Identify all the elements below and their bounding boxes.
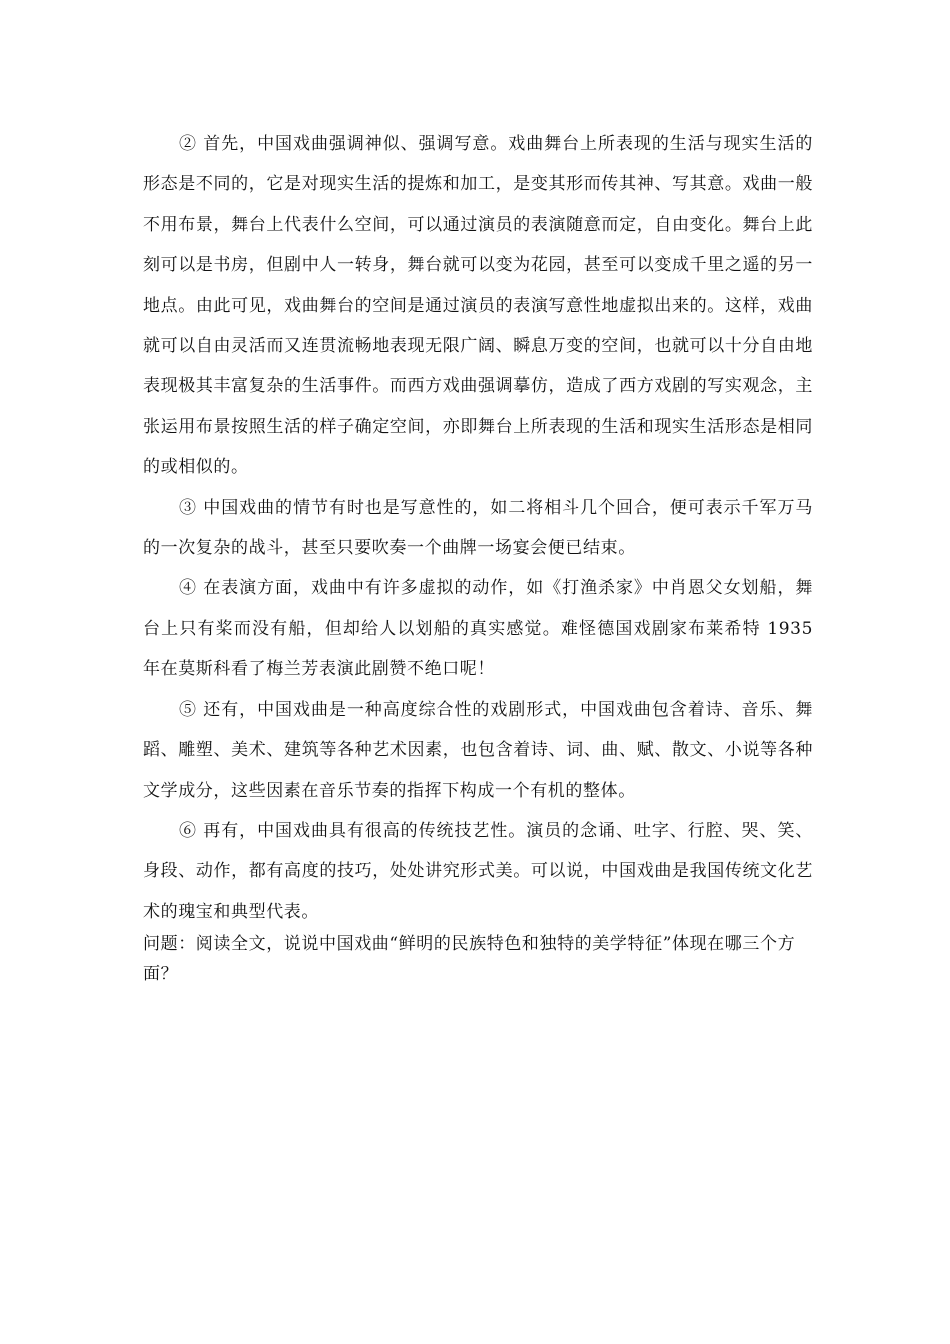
article-body xyxy=(143,124,813,992)
paragraph-3: ③ 中国戏曲的情节有时也是写意性的，如二将相斗几个回合，便可表示千军万马的一次复杂的战斗，甚至只要吹奏一个曲牌一场宴会便已结束。 xyxy=(143,497,813,559)
question-text: 问题：阅读全文，说说中国戏曲“鲜明的民族特色和独特的美学特征”体现在哪三个方面？ xyxy=(143,934,796,985)
paragraph-4: ④ 在表演方面，戏曲中有许多虚拟的动作，如《打渔杀家》中肖恩父女划船，舞台上只有桨而没有船，但却给人以划船的真实感觉。难怪德国戏剧家布莱希特 1935 年在莫斯科看了梅兰芳表演此剧赞不绝口呢！ xyxy=(143,578,813,680)
paragraph-2: ② 首先，中国戏曲强调神似、强调写意。戏曲舞台上所表现的生活与现实生活的形态是不同的，它是对现实生活的提炼和加工，是变其形而传其神、写其意。戏曲一般不用布景，舞台上代表什么空间，可以通过演员的表演随意而定，自由变化。舞台上此刻可以是书房，但剧中人一转身，舞台就可以变为花园，甚至可以变成千里之遥的另一地点。由此可见，戏曲舞台的空间是通过演员的表演写意性地虚拟出来的。这样，戏曲就可以自由灵活而又连贯流畅地表现无限广阔、瞬息万变的空间，也就可以十分自由地表现极其丰富复杂的生活事件。而西方戏曲强调摹仿，造成了西方戏剧的写实观念，主张运用布景按照生活的样子确定空间，亦即舞台上所表现的生活和现实生活形态是相同的或相似的。 xyxy=(143,134,813,478)
paragraph-5: ⑤ 还有，中国戏曲是一种高度综合性的戏剧形式，中国戏曲包含着诗、音乐、舞蹈、雕塑、美术、建筑等各种艺术因素，也包含着诗、词、曲、赋、散文、小说等各种文学成分，这些因素在音乐节奏的指挥下构成一个有机的整体。 xyxy=(143,699,813,801)
paragraph-6: ⑥ 再有，中国戏曲具有很高的传统技艺性。演员的念诵、吐字、行腔、哭、笑、身段、动作，都有高度的技巧，处处讲究形式美。可以说，中国戏曲是我国传统文化艺术的瑰宝和典型代表。 xyxy=(143,820,813,922)
